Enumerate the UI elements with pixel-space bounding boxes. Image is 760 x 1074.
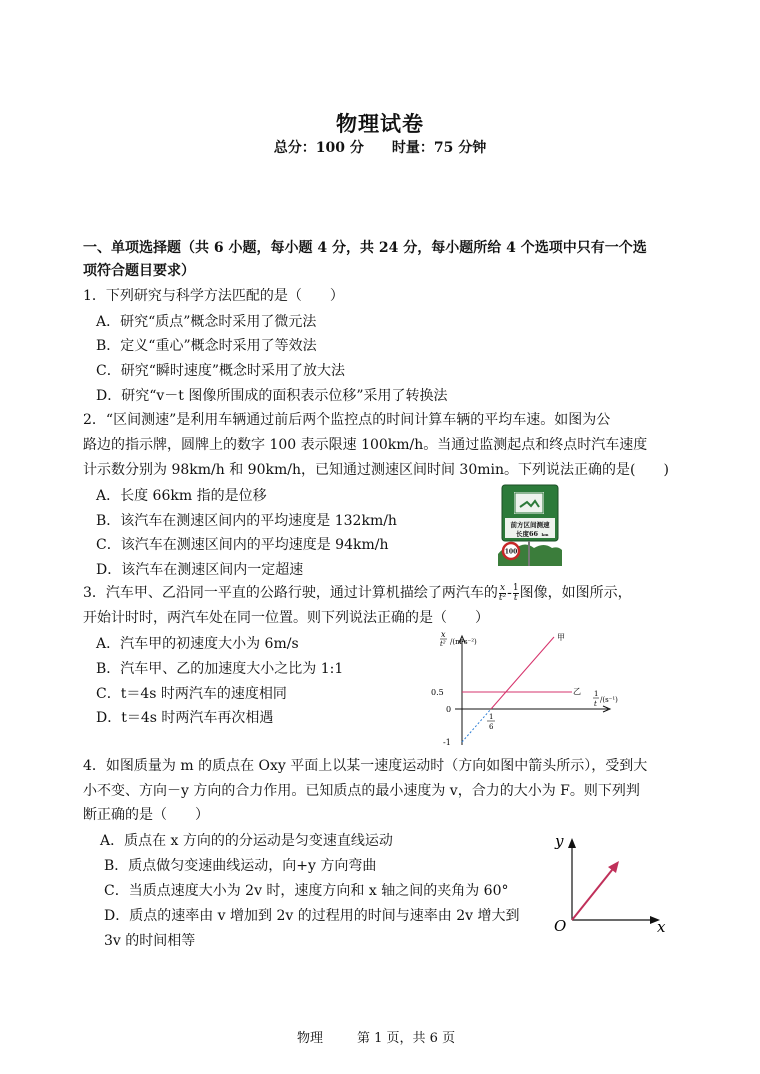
section-heading-line1: 一、单项选择题（共 6 小题，每小题 4 分，共 24 分，每小题所给 4 个选项中只有一个选 xyxy=(83,240,647,256)
q3-graph xyxy=(430,630,630,752)
q2-option-c: C．该汽车在测速区间内的平均速度是 94km/h xyxy=(96,537,389,553)
q3-stem-post: 图像，如图所示， xyxy=(519,585,632,601)
q2-option-b: B．该汽车在测速区间内的平均速度是 132km/h xyxy=(96,513,397,529)
q3-stem-line1 xyxy=(83,583,632,603)
page-title: 物理试卷 xyxy=(336,111,424,136)
q3-series-yi-label: 乙 xyxy=(573,687,581,696)
q3-fraction-1-t: $\frac{1}{t}$ xyxy=(512,582,519,603)
page-subtitle: 总分：100 分 时量：75 分钟 xyxy=(273,140,487,156)
q4-stem-line1: 4．如图质量为 m 的质点在 Oxy 平面上以某一速度运动时（方向如图中箭头所示），受到大 xyxy=(83,758,648,774)
q3-y-symbol-t2: t² xyxy=(440,640,446,648)
q3-fraction-x-t2: $\frac{x}{\text{t²}}$ xyxy=(498,582,507,603)
q3-y-tick-neg1: -1 xyxy=(443,738,451,747)
speed-sign-image xyxy=(498,484,562,566)
q4-velocity-arrow xyxy=(572,865,616,920)
q2-stem-line3: 计示数分别为 98km/h 和 90km/h，已知通过测速区间时间 30min。下列说法正确的是( ) xyxy=(83,462,669,478)
q1-option-b: B．定义“重心”概念时采用了等效法 xyxy=(96,338,317,354)
q1-stem: 1．下列研究与科学方法匹配的是（ ） xyxy=(83,288,344,304)
q4-y-axis-arrow xyxy=(568,838,576,848)
q2-stem-line1: 2．“区间测速”是利用车辆通过前后两个监控点的时间计算车辆的平均车速。如图为公 xyxy=(83,412,611,428)
q4-stem-line3: 断正确的是（ ） xyxy=(83,807,209,823)
q4-option-d: D．质点的速率由 v 增加到 2v 的过程用的时间与速率由 2v 增大到 xyxy=(104,908,520,924)
q3-x-tick-num: 1 xyxy=(489,713,494,721)
q3-y-symbol-x: x xyxy=(441,630,446,639)
q3-y-tick-0.5: 0.5 xyxy=(431,688,444,697)
q3-line-jia xyxy=(491,637,554,709)
q2-option-a: A．长度 66km 指的是位移 xyxy=(96,488,267,504)
q3-y-label: /(m·s⁻²) xyxy=(450,638,477,646)
q4-y-axis-label: y xyxy=(555,832,564,850)
q3-stem-line2: 开始计时时，两汽车处在同一位置。则下列说法正确的是（ ） xyxy=(83,610,489,626)
q3-dash: - xyxy=(507,585,512,601)
q4-stem-line2: 小不变、方向－y 方向的合力作用。已知质点的最小速度为 v，合力的大小为 F。则下列判 xyxy=(83,783,640,799)
q4-option-a: A．质点在 x 方向的的分运动是匀变速直线运动 xyxy=(100,833,393,849)
q4-option-b: B．质点做匀变速曲线运动，向+y 方向弯曲 xyxy=(104,858,377,874)
footer-page-number: 第 1 页，共 6 页 xyxy=(357,1031,456,1046)
section-heading-line2: 项符合题目要求） xyxy=(83,263,195,279)
sign-text-unit: km xyxy=(541,532,549,537)
q4-option-c: C．当质点速度大小为 2v 时，速度方向和 x 轴之间的夹角为 60° xyxy=(104,883,509,899)
q2-option-d: D．该汽车在测速区间内一定超速 xyxy=(96,562,304,578)
sign-text-line2: 长度66 xyxy=(515,530,539,538)
q3-x-symbol-1: 1 xyxy=(594,690,599,698)
q4-option-d-continued: 3v 的时间相等 xyxy=(104,933,196,949)
q4-velocity-arrowhead xyxy=(608,861,619,873)
q3-stem-pre: 3．汽车甲、乙沿同一平直的公路行驶，通过计算机描绘了两汽车的 xyxy=(83,585,498,601)
q2-stem-line2: 路边的指示牌，圆牌上的数字 100 表示限速 100km/h。当通过监测起点和终点时汽车速度 xyxy=(83,437,648,453)
q3-option-a: A．汽车甲的初速度大小为 6m/s xyxy=(96,636,299,652)
sign-text-line1: 前方区间测速 xyxy=(510,521,550,529)
speed-limit-number: 100 xyxy=(504,548,518,556)
q1-option-c: C．研究“瞬时速度”概念时采用了放大法 xyxy=(96,363,346,379)
footer-subject: 物理 xyxy=(297,1031,324,1046)
q3-line-jia-dashed xyxy=(462,709,494,742)
q3-y-tick-0: 0 xyxy=(446,705,452,714)
q3-series-jia-label: 甲 xyxy=(557,633,565,642)
q3-x-tick-den: 6 xyxy=(489,723,494,731)
q4-x-axis-label: x xyxy=(657,918,666,936)
q1-option-a: A．研究“质点”概念时采用了微元法 xyxy=(96,314,317,330)
q4-graph xyxy=(550,828,675,938)
q3-option-c: C．t＝4s 时两汽车的速度相同 xyxy=(96,686,287,702)
q4-origin-label: O xyxy=(554,917,567,935)
q3-option-d: D．t＝4s 时两汽车再次相遇 xyxy=(96,710,274,726)
q1-option-d: D．研究“v－t 图像所围成的面积表示位移”采用了转换法 xyxy=(96,388,448,404)
q3-option-b: B．汽车甲、乙的加速度大小之比为 1:1 xyxy=(96,661,344,677)
q3-x-symbol-t: t xyxy=(594,700,597,708)
q3-x-label: /(s⁻¹) xyxy=(600,696,618,704)
